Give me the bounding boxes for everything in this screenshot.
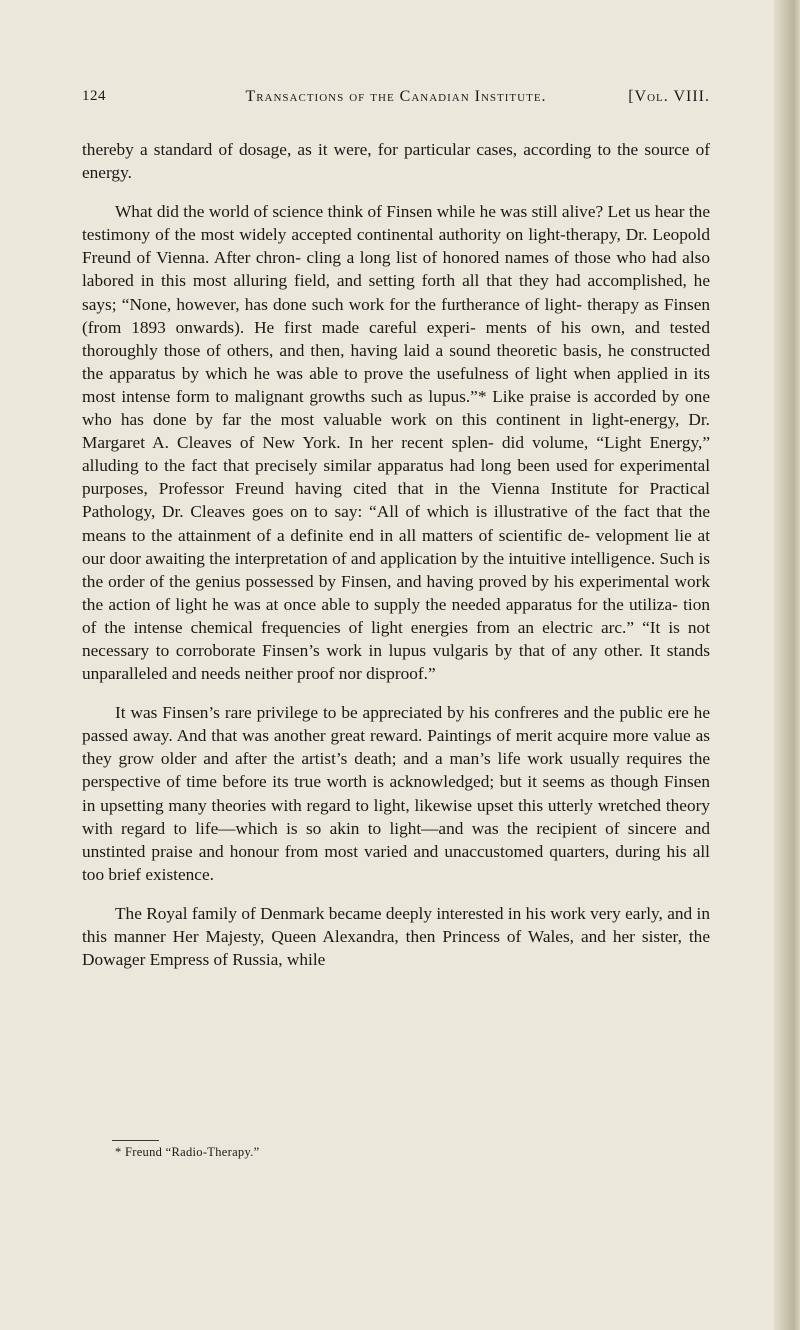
- page-number: 124: [82, 88, 106, 104]
- running-title: Transactions of the Canadian Institute.: [245, 88, 547, 105]
- running-header: [82, 88, 710, 108]
- footnote-divider: [112, 1140, 159, 1141]
- footnote: * Freund “Radio-Therapy.”: [115, 1145, 260, 1159]
- volume-label: [Vol. VIII.: [628, 88, 710, 105]
- paragraph-continued: thereby a standard of dosage, as it were, for particular cases, according to the source of energy.: [82, 140, 710, 183]
- body-text: [82, 138, 710, 987]
- paragraph: What did the world of science think of Finsen while he was still alive? Let us hear the testimony of the most widely accepted continental authority on light-therapy, Dr. Leopold Freund of Vienna. After chron- cling a long list of honored names of those who had also labored in this most alluring field, and setting forth all that they had accomplished, he says; “None, however, has done such work for the furtherance of light- therapy as Finsen (from 1893 onwards). He first made careful experi- ments of his own, and tested thoroughly those of others, and then, having laid a sound theoretic basis, he constructed the apparatus by which he was able to prove the usefulness of light when applied in its most intense form to malignant growths such as lupus.”* Like praise is accorded by one who has done by far the most valuable work on this continent in light-energy, Dr. Margaret A. Cleaves of New York. In her recent splen- did volume, “Light Energy,” alluding to the fact that precisely similar apparatus had long been used for experimental purposes, Professor Freund having cited that in the Vienna Institute for Practical Pathology, Dr. Cleaves goes on to say: “All of which is illustrative of the fact that the means to the attainment of a definite end in all matters of scientific de- velopment lie at our door awaiting the interpretation of and application by the intuitive intelligence. Such is the order of the genius possessed by Finsen, and having proved by his experimental work the action of light he was at once able to supply the needed apparatus for the utiliza- tion of the intense chemical frequencies of light energies from an electric arc.” “It is not necessary to corroborate Finsen’s work in lupus vulgaris by that of any other. It stands unparalleled and needs neither proof nor disproof.”: [82, 202, 710, 684]
- paragraph: It was Finsen’s rare privilege to be appreciated by his confreres and the public ere he passed away. And that was another great reward. Paintings of merit acquire more value as they grow older and after the artist’s death; and a man’s life work usually requires the perspective of time before its true worth is acknowledged; but it seems as though Finsen in upsetting many theories with regard to light, likewise upset this utterly wretched theory with regard to life—which is so akin to light—and was the recipient of sincere and unstinted praise and honour from most varied and unaccustomed quarters, during his all too brief existence.: [82, 703, 710, 884]
- page-edge-shadow: [774, 0, 800, 1330]
- paragraph: The Royal family of Denmark became deeply interested in his work very early, and in this manner Her Majesty, Queen Alexandra, then Princess of Wales, and her sister, the Dowager Empress of Russia, while: [82, 903, 710, 970]
